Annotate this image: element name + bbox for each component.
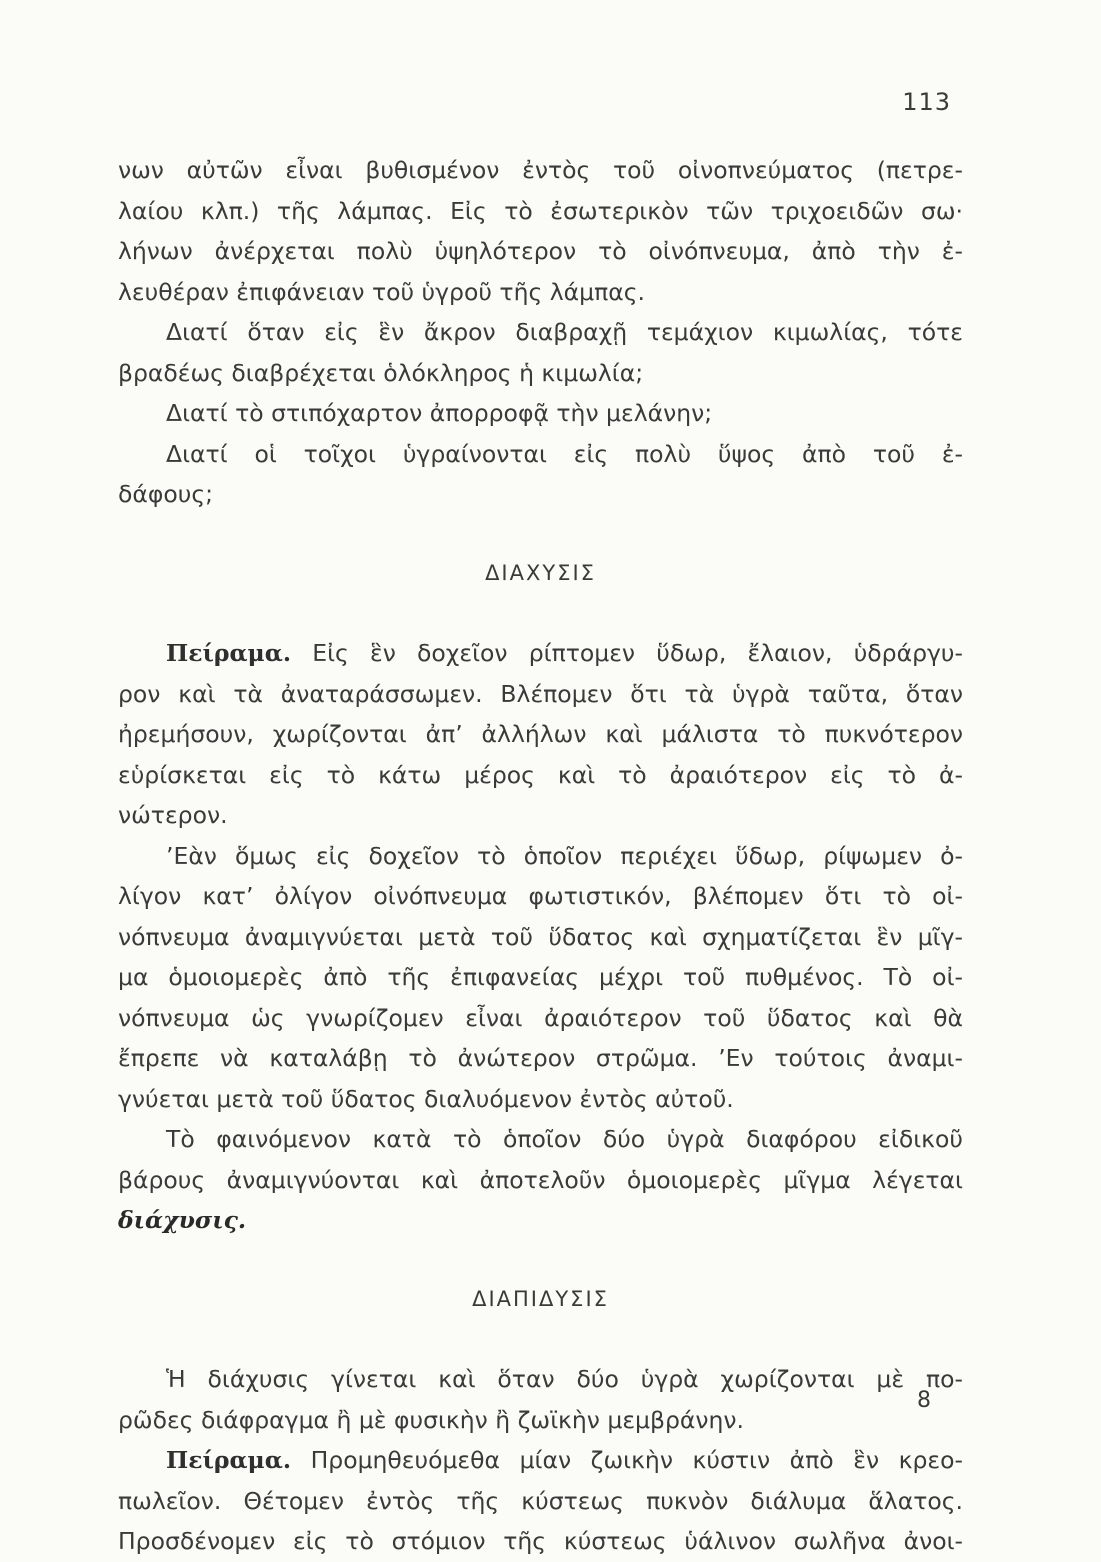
text-line: γνύεται μετὰ τοῦ ὕδατος διαλυόμενον ἐντὸς αὐτοῦ. (118, 1084, 734, 1113)
experiment-text: Εἰς ἓν δοχεῖον ρίπτομεν ὕδωρ, ἔλαιον, ὑδράργυ- (291, 639, 963, 667)
section-heading-diachysis: ΔΙΑΧΥΣΙΣ (485, 560, 596, 585)
text-line: πωλεῖον. Θέτομεν ἐντὸς τῆς κύστεως πυκνὸν διάλυμα ἅλατος. (118, 1486, 963, 1515)
body-text (118, 150, 963, 1562)
text-line: ἠρεμήσουν, χωρίζονται ἀπ’ ἀλλήλων καὶ μάλιστα τὸ πυκνότερον (118, 720, 963, 748)
text-line: λήνων ἀνέρχεται πολὺ ὑψηλότερον τὸ οἰνόπνευμα, ἀπὸ τὴν ἐ- (118, 237, 963, 265)
section-heading-diapidysis: ΔΙΑΠΙΔΥΣΙΣ (472, 1286, 609, 1311)
page-number: 113 (902, 88, 951, 116)
signature-mark: 8 (917, 1388, 931, 1413)
experiment-label: Πείραμα. (166, 639, 292, 667)
experiment-label: Πείραμα. (166, 1446, 292, 1474)
term-line (118, 1200, 963, 1241)
text-line: νόπνευμα ὡς γνωρίζομεν εἶναι ἀραιότερον τοῦ ὕδατος καὶ θὰ (118, 1003, 963, 1032)
text-line: βάρους ἀναμιγνύονται καὶ ἀποτελοῦν ὁμοιομερὲς μῖγμα λέγεται (118, 1165, 963, 1194)
defined-term: διάχυσις. (118, 1206, 247, 1234)
question-line: Διατί ὅταν εἰς ἓν ἄκρον διαβραχῇ τεμάχιον κιμωλίας, τότε (166, 318, 963, 346)
text-line: λίγον κατ’ ὀλίγον οἰνόπνευμα φωτιστικόν, βλέπομεν ὅτι τὸ οἰ- (118, 882, 963, 910)
text-line: λευθέραν ἐπιφάνειαν τοῦ ὑγροῦ τῆς λάμπας. (118, 277, 645, 306)
text-line: λαίου κλπ.) τῆς λάμπας. Εἰς τὸ ἐσωτερικὸν τῶν τριχοειδῶν σω· (118, 196, 963, 225)
text-line: δάφους; (118, 480, 214, 508)
text-line: ρον καὶ τὰ ἀναταράσσωμεν. Βλέπομεν ὅτι τὰ ὑγρὰ ταῦτα, ὅταν (118, 679, 963, 708)
text-line: μα ὁμοιομερὲς ἀπὸ τῆς ἐπιφανείας μέχρι τοῦ πυθμένος. Τὸ οἰ- (118, 963, 963, 991)
text-line: νώτερον. (118, 801, 228, 829)
experiment-line (118, 1440, 963, 1481)
text-line: ἔπρεπε νὰ καταλάβῃ τὸ ἀνώτερον στρῶμα. ’Εν τούτοις ἀναμι- (118, 1044, 963, 1072)
experiment-line (118, 633, 963, 674)
text-line: Ἡ διάχυσις γίνεται καὶ ὅταν δύο ὑγρὰ χωρίζονται μὲ πο- (166, 1365, 963, 1393)
text-line: νόπνευμα ἀναμιγνύεται μετὰ τοῦ ὕδατος καὶ σχηματίζεται ἓν μῖγ- (118, 922, 963, 951)
text-line: ρῶδες διάφραγμα ἢ μὲ φυσικὴν ἢ ζωϊκὴν μεμβράνην. (118, 1405, 745, 1434)
experiment-text: Προμηθευόμεθα μίαν ζωικὴν κύστιν ἀπὸ ἓν κρεο- (291, 1446, 963, 1474)
text-line: ’Εὰν ὅμως εἰς δοχεῖον τὸ ὁποῖον περιέχει ὕδωρ, ρίψωμεν ὀ- (166, 841, 963, 870)
text-line: εὑρίσκεται εἰς τὸ κάτω μέρος καὶ τὸ ἀραιότερον εἰς τὸ ἀ- (118, 760, 963, 789)
question-line: Διατί οἱ τοῖχοι ὑγραίνονται εἰς πολὺ ὕψος ἀπὸ τοῦ ἐ- (166, 439, 963, 468)
text-line: Τὸ φαινόμενον κατὰ τὸ ὁποῖον δύο ὑγρὰ διαφόρου εἰδικοῦ (166, 1125, 963, 1153)
text-line: βραδέως διαβρέχεται ὁλόκληρος ἡ κιμωλία; (118, 358, 644, 387)
question-line: Διατί τὸ στιπόχαρτον ἀπορροφᾷ τὴν μελάνην; (166, 399, 713, 427)
text-line: νων αὐτῶν εἶναι βυθισμένον ἐντὸς τοῦ οἰνοπνεύματος (πετρε- (118, 156, 963, 184)
text-line: Προσδένομεν εἰς τὸ στόμιον τῆς κύστεως ὑάλινον σωλῆνα ἀνοι- (118, 1527, 963, 1555)
